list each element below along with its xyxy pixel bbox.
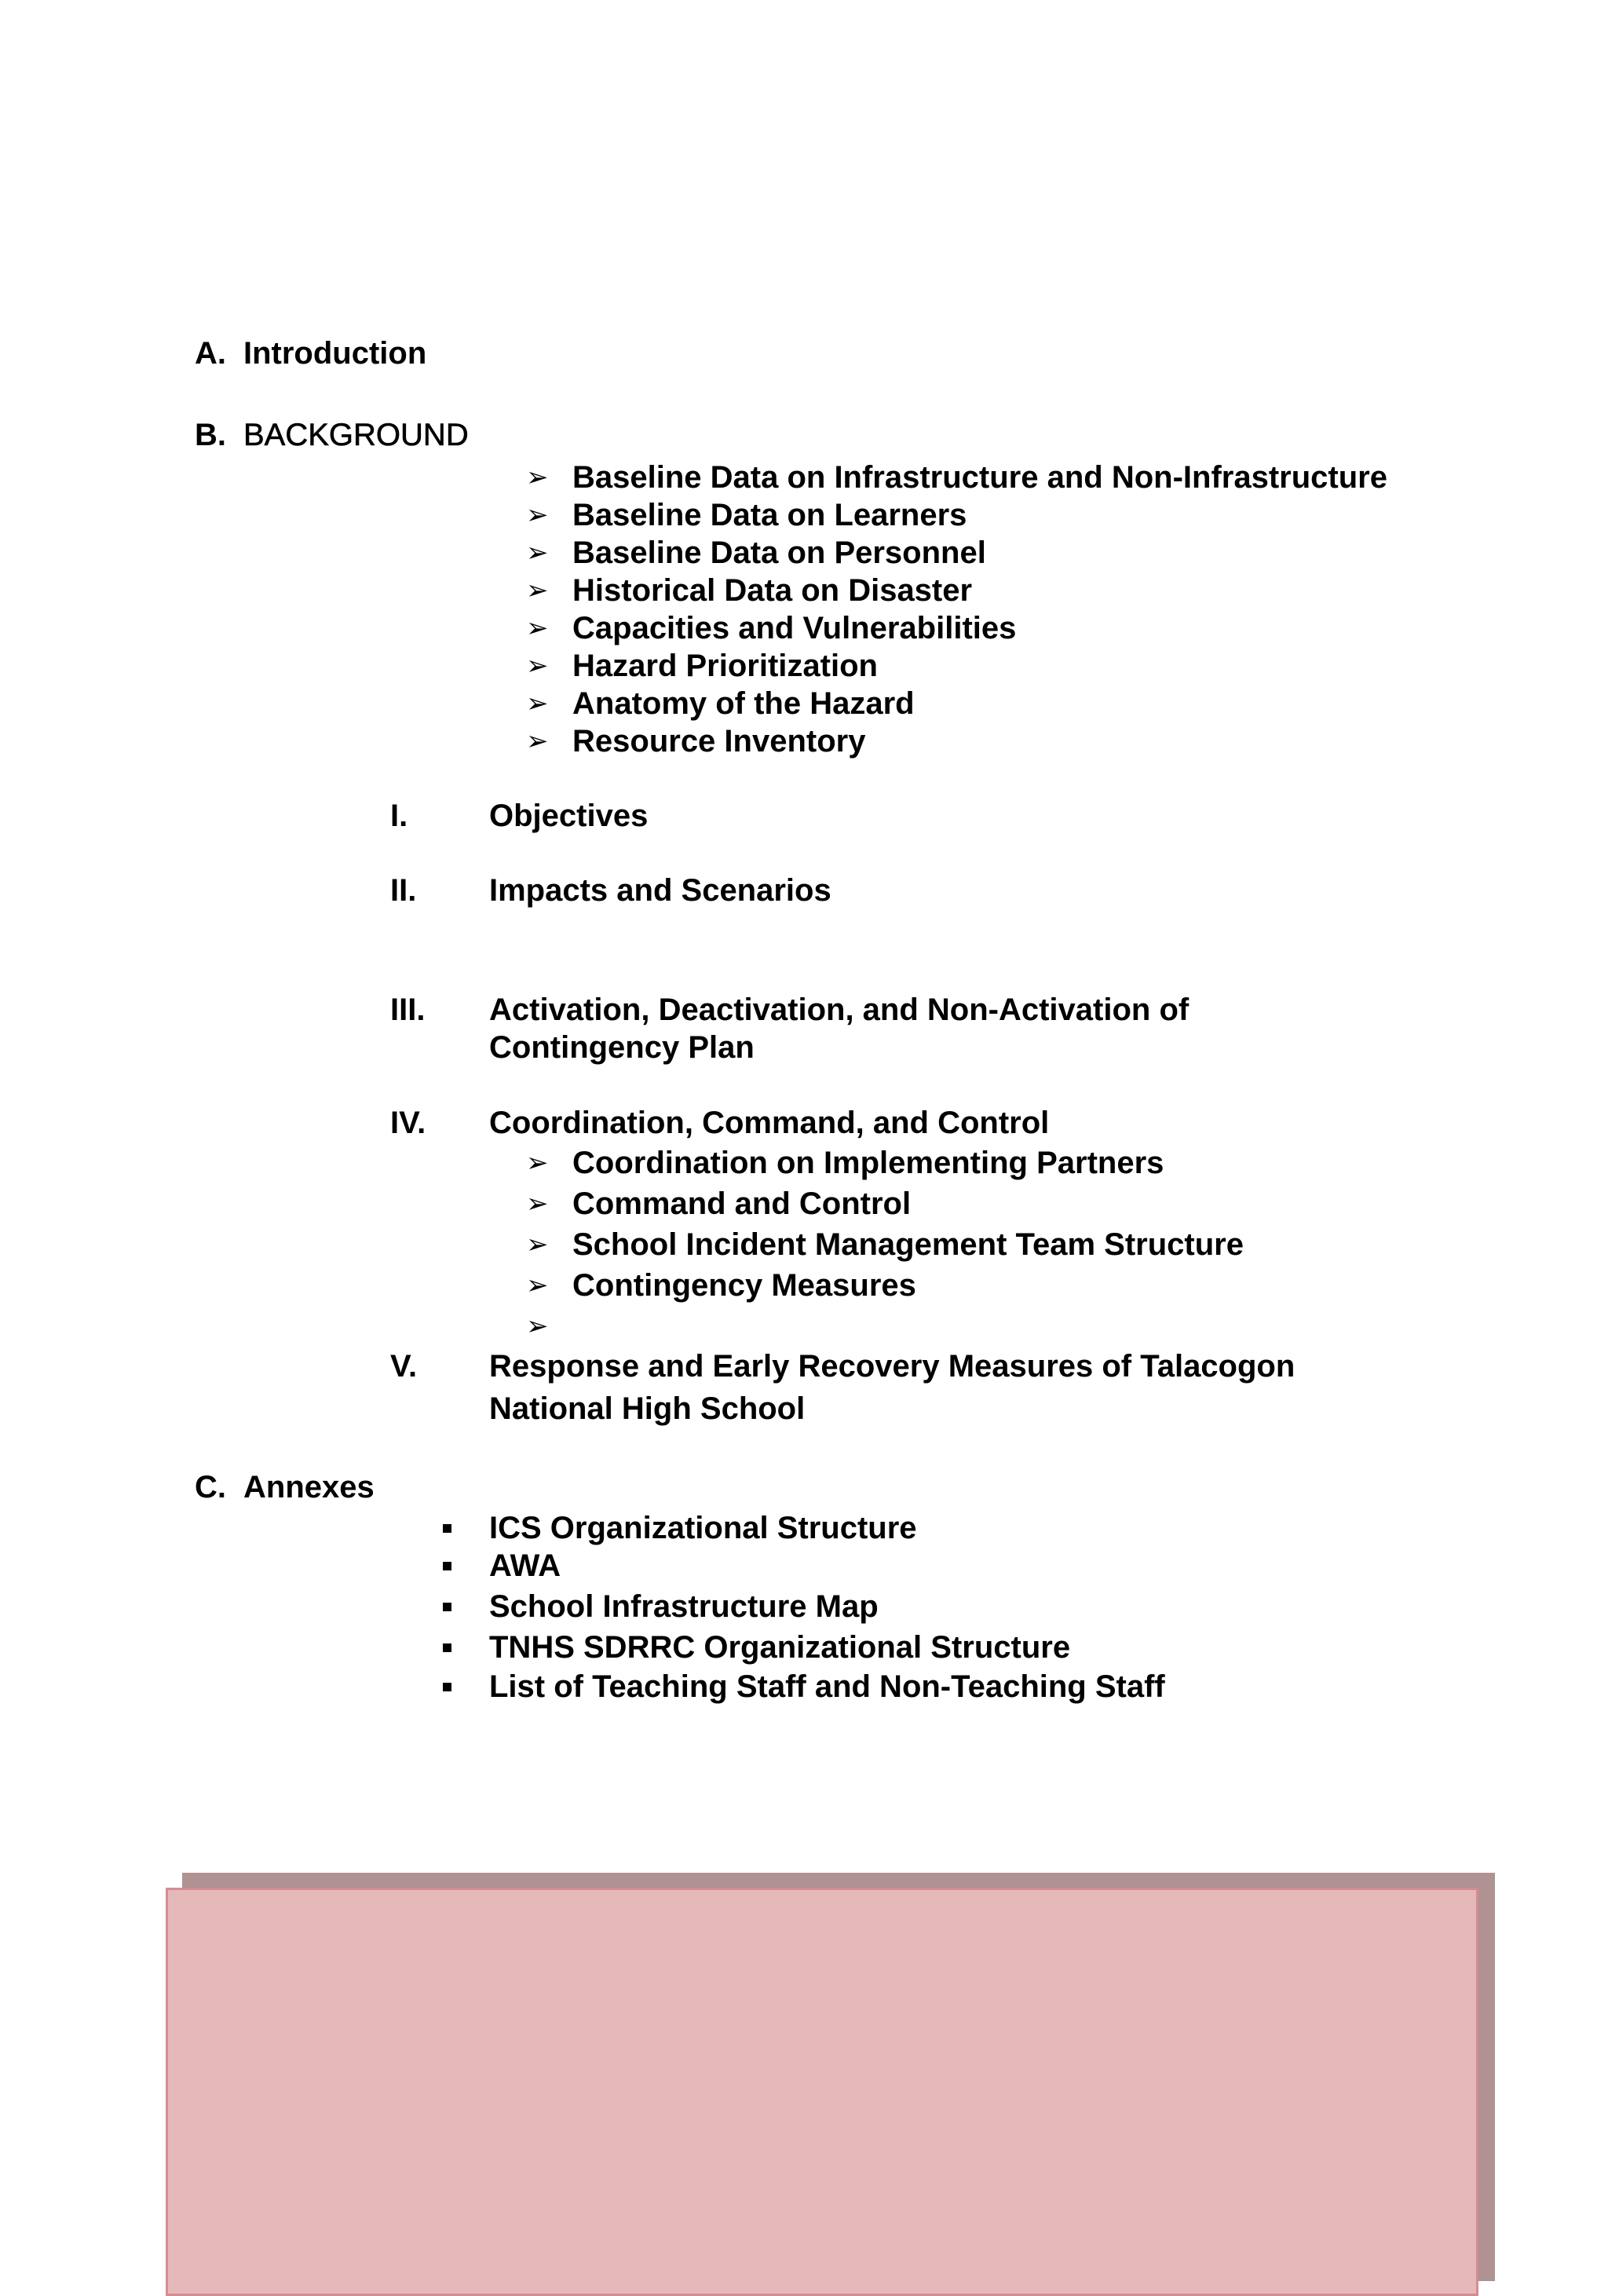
arrow-bullet-icon: ➢ xyxy=(526,1188,549,1219)
section-a-title: Introduction xyxy=(243,336,427,371)
annex-item: TNHS SDRRC Organizational Structure xyxy=(489,1630,1071,1665)
square-bullet-icon xyxy=(443,1643,451,1652)
arrow-bullet-icon: ➢ xyxy=(526,499,549,531)
annex-item: AWA xyxy=(489,1548,561,1583)
coordination-item: Coordination on Implementing Partners xyxy=(572,1146,1164,1180)
background-item: Baseline Data on Infrastructure and Non-Infrastructure xyxy=(572,460,1387,495)
roman-v-title-line2: National High School xyxy=(489,1391,806,1426)
arrow-bullet-icon: ➢ xyxy=(526,650,549,682)
roman-iii-title-line1: Activation, Deactivation, and Non-Activation of xyxy=(489,993,1190,1027)
roman-v-title-line1: Response and Early Recovery Measures of Talacogon xyxy=(489,1349,1296,1384)
roman-ii-title: Impacts and Scenarios xyxy=(489,873,831,908)
roman-ii-marker: II. xyxy=(390,873,417,908)
section-c-marker: C. xyxy=(195,1470,226,1504)
roman-iv-title: Coordination, Command, and Control xyxy=(489,1106,1050,1140)
arrow-bullet-icon: ➢ xyxy=(526,726,549,757)
square-bullet-icon xyxy=(443,1562,451,1570)
arrow-bullet-icon: ➢ xyxy=(526,1147,549,1179)
background-item: Anatomy of the Hazard xyxy=(572,686,915,721)
roman-i-title: Objectives xyxy=(489,799,649,833)
annex-item: School Infrastructure Map xyxy=(489,1589,879,1624)
square-bullet-icon xyxy=(443,1683,451,1691)
background-item: Capacities and Vulnerabilities xyxy=(572,611,1017,645)
section-b-title: BACKGROUND xyxy=(243,418,469,452)
square-bullet-icon xyxy=(443,1524,451,1533)
background-item: Resource Inventory xyxy=(572,724,866,759)
arrow-bullet-icon: ➢ xyxy=(526,1229,549,1260)
section-c-title: Annexes xyxy=(243,1470,375,1504)
section-b-marker: B. xyxy=(195,418,226,452)
background-item: Baseline Data on Learners xyxy=(572,498,967,532)
annex-item: ICS Organizational Structure xyxy=(489,1511,917,1545)
coordination-item: Contingency Measures xyxy=(572,1268,916,1303)
background-item: Baseline Data on Personnel xyxy=(572,536,986,570)
arrow-bullet-icon: ➢ xyxy=(526,537,549,569)
arrow-bullet-icon: ➢ xyxy=(526,1311,549,1342)
section-a-marker: A. xyxy=(195,336,226,371)
background-item: Historical Data on Disaster xyxy=(572,573,973,608)
roman-iii-marker: III. xyxy=(390,993,426,1027)
coordination-item: Command and Control xyxy=(572,1186,912,1221)
square-bullet-icon xyxy=(443,1603,451,1611)
roman-iii-title-line2: Contingency Plan xyxy=(489,1030,755,1065)
arrow-bullet-icon: ➢ xyxy=(526,1270,549,1301)
arrow-bullet-icon: ➢ xyxy=(526,612,549,644)
arrow-bullet-icon: ➢ xyxy=(526,462,549,493)
roman-iv-marker: IV. xyxy=(390,1106,426,1140)
decorative-box xyxy=(166,1888,1478,2296)
background-item: Hazard Prioritization xyxy=(572,649,878,683)
arrow-bullet-icon: ➢ xyxy=(526,688,549,719)
roman-i-marker: I. xyxy=(390,799,408,833)
roman-v-marker: V. xyxy=(390,1349,418,1384)
arrow-bullet-icon: ➢ xyxy=(526,575,549,606)
annex-item: List of Teaching Staff and Non-Teaching Staff xyxy=(489,1669,1165,1704)
coordination-item: School Incident Management Team Structure xyxy=(572,1227,1244,1262)
